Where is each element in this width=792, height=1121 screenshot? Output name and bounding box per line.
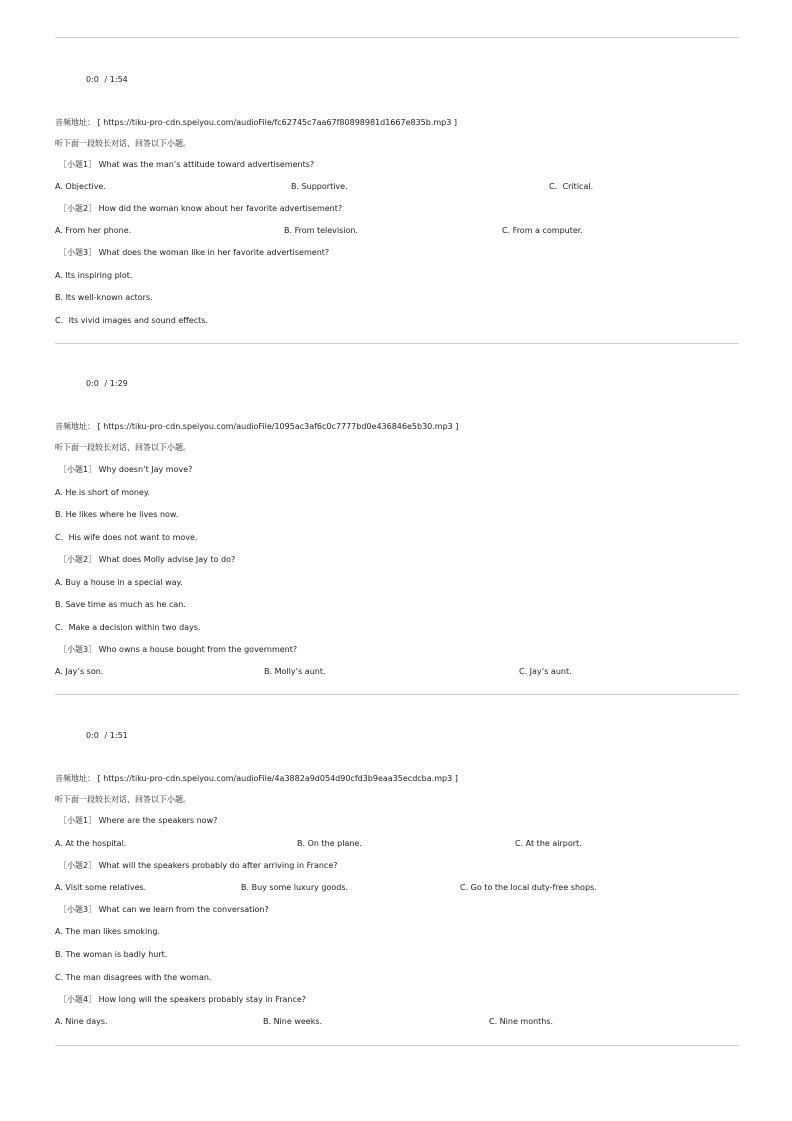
option-a: A. The man likes smoking. bbox=[55, 927, 160, 936]
question bbox=[59, 995, 306, 1005]
option-b: B. From television. bbox=[284, 226, 358, 235]
question bbox=[59, 465, 192, 475]
audio-url[interactable]: [ https://tiku-pro-cdn.speiyou.com/audioFile/fc62745c7aa67f80898981d1667e835b.mp3 ] bbox=[97, 118, 458, 127]
instruction: 听下面一段较长对话，回答以下小题。 bbox=[55, 443, 191, 452]
question-tag: ［小题1］ bbox=[59, 816, 97, 825]
option-a: A. Its inspiring plot. bbox=[55, 271, 133, 280]
question bbox=[59, 645, 297, 655]
option-c: C．His wife does not want to move. bbox=[55, 533, 198, 542]
instruction: 听下面一段较长对话，回答以下小题。 bbox=[55, 139, 191, 148]
audio-url-line bbox=[55, 774, 458, 784]
question-text: What will the speakers probably do after arriving in France? bbox=[98, 861, 338, 870]
option-c: C．Make a decision within two days. bbox=[55, 623, 201, 632]
question bbox=[59, 816, 217, 826]
question bbox=[59, 248, 329, 258]
question-tag: ［小题1］ bbox=[59, 160, 97, 169]
divider bbox=[55, 1045, 739, 1046]
option-b: B. Nine weeks. bbox=[263, 1017, 323, 1026]
audio-duration: / 1:29 bbox=[104, 379, 128, 388]
option-b: B. Buy some luxury goods. bbox=[241, 883, 349, 892]
question-text: How long will the speakers probably stay in France? bbox=[98, 995, 307, 1004]
option-b: B. Supportive. bbox=[291, 182, 348, 191]
option-b: B. On the plane. bbox=[297, 839, 362, 848]
question bbox=[59, 204, 342, 214]
audio-duration: / 1:51 bbox=[104, 731, 128, 740]
divider bbox=[55, 343, 739, 344]
option-a: A. Buy a house in a special way. bbox=[55, 578, 183, 587]
audio-url-label: 音频地址： bbox=[55, 118, 95, 127]
question-text: What does Molly advise Jay to do? bbox=[98, 555, 236, 564]
question bbox=[59, 555, 235, 565]
audio-url-label: 音频地址： bbox=[55, 422, 95, 431]
option-b: B. Molly’s aunt. bbox=[264, 667, 326, 676]
question-text: How did the woman know about her favorite advertisement? bbox=[98, 204, 343, 213]
question-tag: ［小题2］ bbox=[59, 555, 97, 564]
option-a: A. Jay’s son. bbox=[55, 667, 104, 676]
audio-player[interactable] bbox=[86, 379, 128, 389]
question-text: What can we learn from the conversation? bbox=[98, 905, 269, 914]
question-tag: ［小题3］ bbox=[59, 645, 97, 654]
option-c: C. At the airport. bbox=[515, 839, 582, 848]
option-c: C. From a computer. bbox=[502, 226, 583, 235]
option-c: C. Go to the local duty-free shops. bbox=[460, 883, 597, 892]
option-a: A. Visit some relatives. bbox=[55, 883, 147, 892]
option-a: A. Nine days. bbox=[55, 1017, 108, 1026]
question bbox=[59, 861, 338, 871]
option-c: C．Critical. bbox=[549, 182, 594, 191]
option-a: A. At the hospital. bbox=[55, 839, 127, 848]
question-tag: ［小题1］ bbox=[59, 465, 97, 474]
audio-url[interactable]: [ https://tiku-pro-cdn.speiyou.com/audioFile/1095ac3af6c0c7777bd0e436846e5b30.mp3 ] bbox=[97, 422, 459, 431]
question-tag: ［小题3］ bbox=[59, 905, 97, 914]
question-tag: ［小题4］ bbox=[59, 995, 97, 1004]
question-text: What was the man’s attitude toward advertisements? bbox=[98, 160, 315, 169]
audio-current-time: 0:0 bbox=[86, 379, 99, 388]
option-b: B. Its well-known actors. bbox=[55, 293, 153, 302]
divider bbox=[55, 694, 739, 695]
question-tag: ［小题2］ bbox=[59, 861, 97, 870]
option-b: B. The woman is badly hurt. bbox=[55, 950, 168, 959]
instruction: 听下面一段较长对话，回答以下小题。 bbox=[55, 795, 191, 804]
divider bbox=[55, 37, 739, 38]
audio-url-label: 音频地址： bbox=[55, 774, 95, 783]
option-a: A. From her phone. bbox=[55, 226, 132, 235]
option-c: C. Jay’s aunt. bbox=[519, 667, 572, 676]
question bbox=[59, 160, 314, 170]
option-a: A. Objective. bbox=[55, 182, 106, 191]
question-tag: ［小题3］ bbox=[59, 248, 97, 257]
option-c: C. Nine months. bbox=[489, 1017, 554, 1026]
option-a: A. He is short of money. bbox=[55, 488, 151, 497]
question-tag: ［小题2］ bbox=[59, 204, 97, 213]
question-text: What does the woman like in her favorite advertisement? bbox=[98, 248, 330, 257]
audio-url-line bbox=[55, 118, 457, 128]
question-text: Why doesn’t Jay move? bbox=[98, 465, 193, 474]
audio-url[interactable]: [ https://tiku-pro-cdn.speiyou.com/audioFile/4a3882a9d054d90cfd3b9eaa35ecdcba.mp3 ] bbox=[97, 774, 458, 783]
audio-current-time: 0:0 bbox=[86, 731, 99, 740]
option-c: C．Its vivid images and sound effects. bbox=[55, 316, 208, 325]
question-text: Who owns a house bought from the government? bbox=[98, 645, 298, 654]
option-b: B. He likes where he lives now. bbox=[55, 510, 179, 519]
option-b: B. Save time as much as he can. bbox=[55, 600, 186, 609]
audio-player[interactable] bbox=[86, 75, 128, 85]
audio-url-line bbox=[55, 422, 458, 432]
option-c: C. The man disagrees with the woman. bbox=[55, 973, 212, 982]
question bbox=[59, 905, 269, 915]
audio-current-time: 0:0 bbox=[86, 75, 99, 84]
audio-player[interactable] bbox=[86, 731, 128, 741]
question-text: Where are the speakers now? bbox=[98, 816, 218, 825]
audio-duration: / 1:54 bbox=[104, 75, 128, 84]
